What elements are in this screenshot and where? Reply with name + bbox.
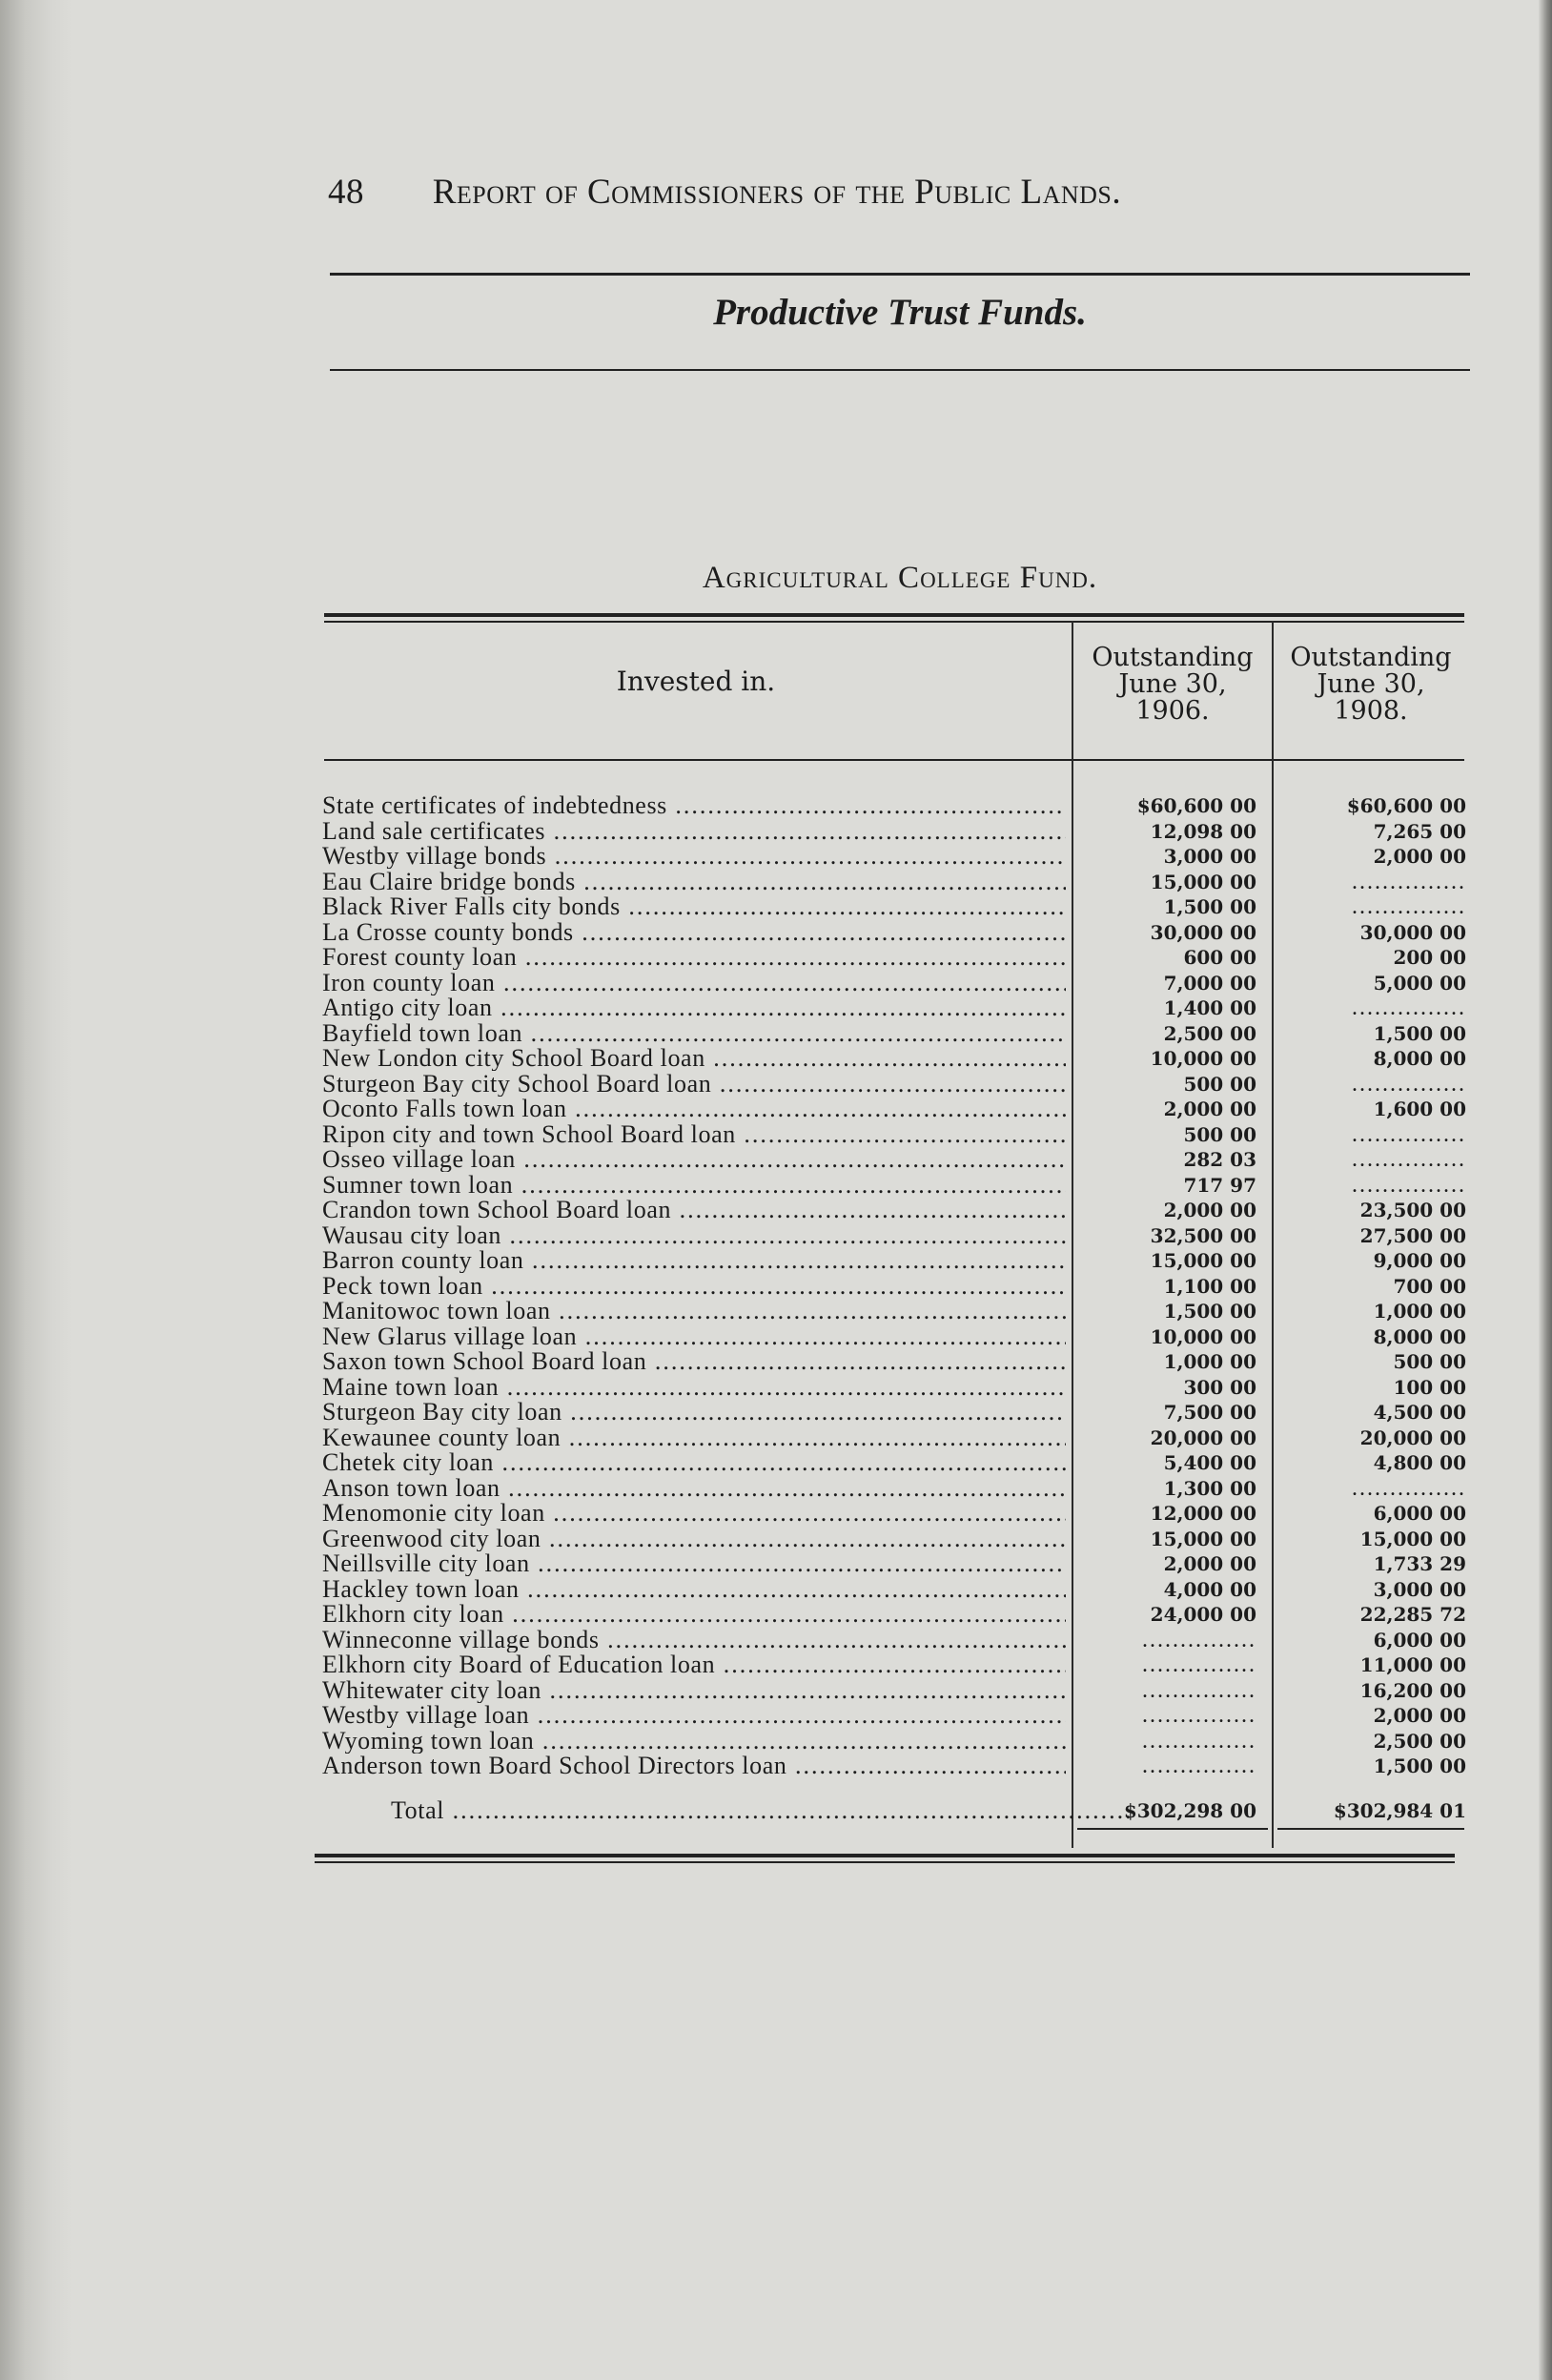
total-rule [1077,1828,1268,1830]
value-1906: ............... [1142,1728,1256,1754]
row-label: New London city School Board loan ..... [322,1046,1066,1071]
column-header-1908: Outstanding June 30, 1908. [1290,643,1452,726]
value-1908: 2,500 00 [1373,1729,1466,1753]
value-1908: ............... [1352,1475,1466,1501]
value-1906: 1,500 00 [1163,895,1256,918]
value-1908: ............... [1352,1071,1466,1097]
value-1908: 8,000 00 [1373,1324,1466,1348]
table-row [322,920,1466,946]
table-row [322,1299,1466,1324]
value-1908: 20,000 00 [1359,1426,1466,1449]
page-edge-shadow [1539,0,1552,2380]
value-1906: 7,000 00 [1163,971,1256,995]
table-row [322,1426,1466,1451]
value-1906: ............... [1142,1754,1256,1778]
value-1908: 15,000 00 [1359,1527,1466,1550]
value-1908: 8,000 00 [1373,1047,1466,1070]
value-1908: 27,500 00 [1359,1223,1466,1247]
table-row [322,1678,1466,1704]
row-label: Chetek city loan ..... [322,1450,1066,1475]
value-1906: 717 97 [1183,1173,1256,1197]
column-header-1906: Outstanding June 30, 1906. [1092,643,1254,726]
row-label: Anson town loan ..... [322,1476,1066,1501]
value-1906: 282 03 [1183,1148,1256,1171]
value-1906: 1,000 00 [1163,1350,1256,1373]
value-1908: ............... [1352,894,1466,919]
value-1908: 3,000 00 [1373,1577,1466,1601]
table-row [322,1122,1466,1148]
table-row [322,894,1466,920]
value-1906: 1,100 00 [1163,1274,1256,1298]
value-1906: 15,000 00 [1150,1527,1256,1550]
value-1908: 200 00 [1393,946,1466,969]
row-label: Land sale certificates ..... [322,819,1066,844]
value-1906: 1,400 00 [1163,996,1256,1019]
table-row [322,1476,1466,1502]
table-row [322,1147,1466,1173]
value-1908: 6,000 00 [1373,1502,1466,1525]
value-1906: 2,000 00 [1163,1552,1256,1575]
row-label: New Glarus village loan ..... [322,1324,1066,1349]
value-1906: 2,500 00 [1163,1021,1256,1045]
value-1906: 600 00 [1183,946,1256,969]
value-1906: 1,500 00 [1163,1300,1256,1323]
table-bottom-rule [315,1854,1455,1857]
row-label: Elkhorn city Board of Education loan ..... [322,1652,1066,1677]
value-1908: 16,200 00 [1359,1678,1466,1702]
value-1906: 30,000 00 [1150,920,1256,944]
table-row-total [322,1798,1466,1824]
value-1908: 4,800 00 [1373,1451,1466,1474]
table-row [322,1349,1466,1375]
table-row [322,1097,1466,1122]
table-row [322,1628,1466,1653]
value-1908: ............... [1352,869,1466,894]
value-1908: 1,500 00 [1373,1754,1466,1777]
row-label: Manitowoc town loan ..... [322,1299,1066,1323]
table-row [322,1072,1466,1098]
row-label: Black River Falls city bonds ..... [322,894,1066,919]
header-rule-top [330,273,1470,276]
table-header-rule [324,759,1464,761]
row-label: Crandon town School Board loan ..... [322,1198,1066,1222]
row-label: Whitewater city loan ..... [322,1678,1066,1703]
total-1906: $302,298 00 [1123,1799,1256,1822]
value-1908: 7,265 00 [1373,819,1466,843]
table-row [322,1703,1466,1729]
table-row [322,1173,1466,1199]
row-label: Westby village bonds ..... [322,844,1066,869]
total-1908: $302,984 01 [1333,1799,1466,1822]
row-label: Westby village loan ..... [322,1703,1066,1728]
row-label: Wausau city loan ..... [322,1223,1066,1248]
value-1906: 12,000 00 [1150,1502,1256,1525]
row-label: Neillsville city loan ..... [322,1551,1066,1576]
row-label: Forest county loan ..... [322,945,1066,970]
table-row [322,1450,1466,1476]
row-label: Sturgeon Bay city School Board loan ..... [322,1072,1066,1097]
value-1908: 500 00 [1393,1350,1466,1373]
table-row [322,793,1466,819]
table-row [322,995,1466,1021]
header-rule-bottom [330,369,1470,371]
row-label: Wyoming town loan ..... [322,1729,1066,1754]
value-1908: ............... [1352,1147,1466,1172]
table-row [322,844,1466,870]
value-1906: 7,500 00 [1163,1401,1256,1424]
table-row [322,1324,1466,1350]
value-1906: 24,000 00 [1150,1603,1256,1626]
table-top-rule [324,613,1464,617]
table-bottom-rule-thin [315,1861,1455,1863]
row-label: Sumner town loan ..... [322,1173,1066,1198]
row-label: Kewaunee county loan ..... [322,1426,1066,1450]
table-row [322,1274,1466,1300]
value-1906: 4,000 00 [1163,1577,1256,1601]
value-1908: 30,000 00 [1359,920,1466,944]
table-row [322,1527,1466,1552]
row-label: Iron county loan ..... [322,971,1066,995]
value-1906: 15,000 00 [1150,1249,1256,1272]
row-label: Greenwood city loan ..... [322,1527,1066,1551]
value-1906: ............... [1142,1677,1256,1703]
table-row [322,1046,1466,1072]
section-subtitle: Productive Trust Funds. [713,292,1087,333]
value-1908: 9,000 00 [1373,1249,1466,1272]
value-1906: 1,300 00 [1163,1476,1256,1500]
value-1908: 23,500 00 [1359,1199,1466,1221]
value-1908: 22,285 72 [1359,1603,1466,1626]
row-label: Bayfield town loan ..... [322,1021,1066,1046]
value-1906: 3,000 00 [1163,845,1256,868]
value-1906: 500 00 [1183,1072,1256,1096]
table-row [322,1223,1466,1249]
value-1908: ............... [1352,1172,1466,1198]
value-1906: 300 00 [1183,1375,1256,1399]
value-1906: 10,000 00 [1150,1324,1256,1348]
row-label: Barron county loan ..... [322,1248,1066,1273]
value-1908: 1,500 00 [1373,1021,1466,1045]
row-label: La Crosse county bonds ..... [322,920,1066,945]
value-1906: 500 00 [1183,1122,1256,1146]
running-header [328,172,1462,213]
value-1908: 6,000 00 [1373,1628,1466,1652]
table-row [322,1400,1466,1426]
value-1906: 12,098 00 [1150,819,1256,843]
row-label: Elkhorn city loan ..... [322,1602,1066,1627]
table-top-rule-thin [324,621,1464,623]
row-label: Peck town loan ..... [322,1274,1066,1299]
row-label: Maine town loan ..... [322,1375,1066,1400]
value-1908: 2,000 00 [1373,845,1466,868]
value-1908: 100 00 [1393,1375,1466,1399]
row-label: Oconto Falls town loan ..... [322,1097,1066,1121]
value-1906: 2,000 00 [1163,1098,1256,1120]
table-row [322,1501,1466,1527]
table-row [322,1729,1466,1754]
value-1908: 700 00 [1393,1274,1466,1298]
value-1906: ............... [1142,1652,1256,1677]
value-1906: 5,400 00 [1163,1451,1256,1474]
value-1908: 2,000 00 [1373,1704,1466,1727]
book-spine-shadow [0,0,72,2380]
row-label: Eau Claire bridge bonds ..... [322,870,1066,894]
table-row [322,1652,1466,1678]
value-1906: 15,000 00 [1150,870,1256,893]
value-1906: $60,600 00 [1136,794,1256,817]
value-1906: 32,500 00 [1150,1223,1256,1247]
table-row [322,1577,1466,1603]
value-1908: 4,500 00 [1373,1401,1466,1424]
value-1906: ............... [1142,1627,1256,1652]
value-1908: ............... [1352,1121,1466,1147]
value-1908: 1,600 00 [1373,1098,1466,1120]
row-label: Winneconne village bonds ..... [322,1628,1066,1652]
table-row [322,1248,1466,1274]
value-1906: 2,000 00 [1163,1199,1256,1221]
value-1906: 10,000 00 [1150,1047,1256,1070]
table-row [322,1198,1466,1223]
table-row [322,971,1466,996]
row-label: Saxon town School Board loan ..... [322,1349,1066,1374]
value-1908: 1,000 00 [1373,1300,1466,1323]
column-header-invested: Invested in. [616,666,776,697]
table-row [322,1754,1466,1779]
total-label: Total ..... [322,1798,1134,1823]
row-label: Sturgeon Bay city loan ..... [322,1400,1066,1425]
value-1908: 1,733 29 [1373,1552,1466,1575]
row-label: Anderson town Board School Directors loan ..... [322,1754,1066,1778]
row-label: Menomonie city loan ..... [322,1501,1066,1526]
row-label: Antigo city loan ..... [322,995,1066,1020]
header-title: Report of Commissioners of the Public Lands. [432,173,1122,212]
value-1908: 5,000 00 [1373,971,1466,995]
total-rule-2 [1277,1828,1464,1830]
table-row [322,1021,1466,1047]
value-1908: 11,000 00 [1359,1653,1466,1676]
value-1906: 20,000 00 [1150,1426,1256,1449]
table-row [322,870,1466,895]
table-row [322,1602,1466,1628]
value-1908: $60,600 00 [1346,794,1466,817]
fund-title: Agricultural College Fund. [702,561,1098,595]
table-row [322,1375,1466,1401]
value-1908: ............... [1352,995,1466,1020]
row-label: State certificates of indebtedness ..... [322,793,1066,818]
table-row [322,945,1466,971]
row-label: Hackley town loan ..... [322,1577,1066,1602]
table-row [322,819,1466,845]
page-number: 48 [328,173,364,212]
table-row [322,1551,1466,1577]
row-label: Ripon city and town School Board loan ..... [322,1122,1066,1147]
value-1906: ............... [1142,1703,1256,1728]
row-label: Osseo village loan ..... [322,1147,1066,1172]
